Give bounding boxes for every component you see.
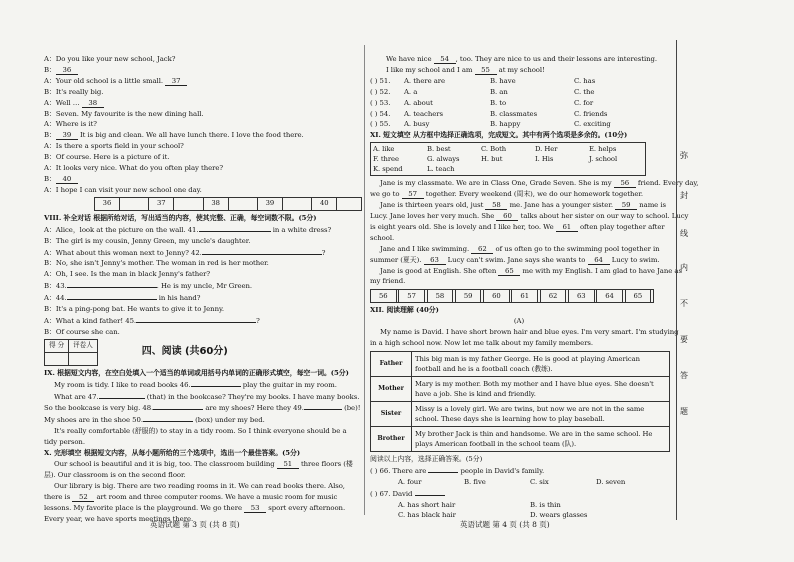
answer-cell[interactable] <box>228 197 257 210</box>
answer-cell[interactable] <box>282 197 311 210</box>
option-b[interactable]: B. happy <box>490 120 521 129</box>
blank-53[interactable]: 53 <box>244 504 266 513</box>
word-option: H. but <box>481 155 503 164</box>
word-option: K. spend <box>373 165 403 174</box>
blank-38[interactable]: 38 <box>82 99 104 108</box>
option-row: ( ) 55. A. busy B. happy C. exciting <box>370 120 611 129</box>
answer-cell[interactable]: 62 <box>540 290 566 303</box>
section-10-title: X. 完形填空 根据短文内容，从每小题所给的三个选项中，选出一个最佳答案。(5分) <box>44 449 301 458</box>
option-b[interactable]: B. is thin <box>530 500 561 509</box>
text-line: My shoes are in the shoe 50. (box) under my bed. <box>44 416 265 425</box>
blank-44[interactable] <box>67 292 157 300</box>
row-text: Mary is my mother. Both my mother and I have blue eyes. She doesn't have a job. She is kind and friendly. <box>412 376 670 401</box>
option-a[interactable]: A. busy <box>404 120 430 129</box>
blank-45[interactable] <box>136 315 256 323</box>
page-footer-right: 英语试题 第 4 页 (共 8 页) <box>460 520 550 529</box>
blank-64[interactable]: 64 <box>588 256 610 265</box>
blank-56[interactable]: 56 <box>614 179 636 188</box>
table-row <box>371 426 670 451</box>
option-c[interactable]: C. has black hair <box>398 511 456 520</box>
blank-55[interactable]: 55 <box>475 66 497 75</box>
blank-41[interactable] <box>199 224 271 232</box>
seal-char: 答 <box>680 371 688 380</box>
text-line: Jane and I like swimming. 62 of us often go to the swimming pool together in <box>380 244 660 253</box>
answer-cell[interactable] <box>337 197 362 210</box>
blank-51[interactable]: 51 <box>277 460 299 469</box>
blank-60[interactable]: 60 <box>496 212 518 221</box>
dialog-line: A：What a kind father! 45. ? <box>44 316 260 325</box>
word-option: F. three <box>373 155 399 164</box>
part4-title: 四、阅读 (共60分) <box>141 345 228 357</box>
option-row: ( ) 51. A. there are B. have C. has <box>370 76 596 85</box>
word-option: D. Her <box>535 145 558 154</box>
option-a[interactable]: A. teachers <box>404 109 443 118</box>
dialog-line: A：44. in his hand? <box>44 294 201 303</box>
blank-67[interactable] <box>415 488 445 496</box>
option-c[interactable]: C. six <box>530 477 549 486</box>
seal-char: 封 <box>680 191 688 200</box>
blank-62[interactable]: 62 <box>471 245 493 254</box>
blank-50[interactable] <box>143 414 193 422</box>
seal-char: 题 <box>680 407 688 416</box>
text-line: lessons. My favorite place is the playground. We go there 53 sport every afternoon. <box>44 503 346 512</box>
seal-line <box>676 40 677 520</box>
left-column <box>44 54 362 524</box>
text-line: My name is David. I have short brown hair and blue eyes. I'm very smart. I'm studying <box>380 328 679 337</box>
word-box <box>370 142 646 176</box>
answer-cell[interactable]: 57 <box>399 290 425 303</box>
answer-cell[interactable]: 40 <box>312 197 337 210</box>
text-line: It's really comfortable (舒服的) to stay in a tidy room. So I think everyone should be a <box>54 427 347 436</box>
text-line: Our school is beautiful and it is big, too. The classroom building 51 three floors (楼 <box>54 460 353 468</box>
text-line: Jane is good at English. She often 65 me with my English. I am glad to have Jane as <box>380 266 682 275</box>
option-a[interactable]: A. about <box>404 98 433 107</box>
answer-cell[interactable]: 58 <box>427 290 453 303</box>
blank-57[interactable]: 57 <box>402 190 424 199</box>
score-box <box>44 339 98 366</box>
dialog-line: A：Well … 38 <box>44 98 362 109</box>
word-option: L. teach <box>427 165 455 174</box>
table-row <box>371 376 670 401</box>
dialog-line: B：It's really big. <box>44 87 104 96</box>
row-text: My brother Jack is thin and handsome. We are in the same school. He plays American football in the school team (队). <box>412 426 670 451</box>
section-12-title: XII. 阅读理解 (40分) <box>370 306 439 315</box>
dialog-line: A：Do you like your new school, Jack? <box>44 55 176 63</box>
row-header: Sister <box>371 401 412 426</box>
text-line: summer (夏天). 63 Lucy can't swim. Jane says she wants to 64 Lucy to swim. <box>370 255 660 264</box>
grader-cell[interactable] <box>69 352 98 365</box>
blank-61[interactable]: 61 <box>556 223 578 232</box>
dialog-line: A：It looks very nice. What do you often play there? <box>44 164 224 173</box>
dialog-line: A：What about this woman next to Jenny? 42. ? <box>44 248 326 257</box>
dialog-line: B：43. . He is my uncle, Mr Green. <box>44 282 253 291</box>
answer-cell[interactable] <box>174 197 203 210</box>
blank-36[interactable]: 36 <box>56 66 78 75</box>
dialog-line: B：It's a ping-pong bat. He wants to give it to Jenny. <box>44 305 225 314</box>
question-intro: 阅读以上内容，选择正确答案。(5分) <box>370 454 483 463</box>
dialog-line: B：The girl is my cousin, Jenny Green, my uncle's daughter. <box>44 236 251 245</box>
text-line: Jane is my classmate. We are in Class One, Grade Seven. She is my 56 friend. Every day, <box>380 179 699 188</box>
answer-cell[interactable]: 63 <box>568 290 594 303</box>
text-line: my friend. <box>370 277 406 286</box>
option-c[interactable]: C. the <box>574 87 595 96</box>
dialog-line: B： 36 <box>44 65 362 76</box>
blank-49[interactable] <box>304 402 342 410</box>
answer-table-36-40 <box>94 197 362 211</box>
option-row: ( ) 54. A. teachers B. classmates C. friends <box>370 109 608 118</box>
blank-42[interactable] <box>202 247 322 255</box>
word-option: B. best <box>427 145 451 154</box>
passage-label: (A) <box>513 317 525 326</box>
blank-54[interactable]: 54 <box>434 55 456 64</box>
text-line: So the bookcase is very big. 48. are my shoes? Here they 49. (be)! <box>44 404 361 413</box>
answer-cell[interactable]: 59 <box>455 290 481 303</box>
page-footer-left: 英语试题 第 3 页 (共 8 页) <box>150 520 240 529</box>
text-line: 层). Our classroom is on the second floor. <box>44 470 186 479</box>
dialog-line: A：Where is it? <box>44 120 97 129</box>
text-line: Every year, we have sports meetings there. <box>44 514 194 523</box>
blank-52[interactable]: 52 <box>72 493 94 502</box>
text-line: My room is tidy. I like to read books 46. play the guitar in my room. <box>54 380 337 389</box>
answer-cell[interactable]: 38 <box>203 197 228 210</box>
blank-48[interactable] <box>153 402 203 410</box>
option-b[interactable]: B. to <box>490 98 507 107</box>
row-header: Mother <box>371 376 412 401</box>
option-b[interactable]: B. five <box>464 477 486 486</box>
question-67: ( ) 67. David <box>370 488 668 500</box>
right-column <box>370 54 699 521</box>
answer-cell[interactable]: 65 <box>625 290 651 303</box>
dialog-line: A：Your old school is a little small. 37 <box>44 76 362 87</box>
blank-46[interactable] <box>191 379 241 387</box>
option-a[interactable]: A. there are <box>404 76 446 85</box>
score-cell[interactable] <box>45 352 69 365</box>
seal-char: 不 <box>680 299 688 308</box>
table-row <box>371 351 670 376</box>
option-a[interactable]: A. has short hair <box>398 500 456 509</box>
section-11-title: XI. 短文填空 从方框中选择正确选项，完成短文。其中有两个选项是多余的。(10分) <box>370 131 628 140</box>
answer-cell[interactable]: 56 <box>371 290 397 303</box>
option-b[interactable]: B. an <box>490 87 508 96</box>
blank-65[interactable]: 65 <box>498 267 520 276</box>
answer-cell[interactable] <box>651 290 654 303</box>
row-text: This big man is my father George. He is good at playing American football and he is a football coach (教练). <box>412 351 670 376</box>
word-option: I. His <box>535 155 554 164</box>
blank-58[interactable]: 58 <box>485 201 507 210</box>
answer-cell[interactable]: 64 <box>597 290 623 303</box>
dialog-line: B：No, she isn't Jenny's mother. The woman in red is her mother. <box>44 259 269 268</box>
option-b[interactable]: B. have <box>490 76 516 85</box>
text-line: tidy person. <box>44 438 85 447</box>
row-header: Father <box>371 351 412 376</box>
text-line: What are 47. (that) in the bookcase? They're my books. I have many books. <box>54 392 360 401</box>
option-a[interactable]: A. a <box>404 87 418 96</box>
section-8-title: VIII. 补全对话 根据所给对话，写出适当的内容，使其完整、正确，每空词数不限。(5分) <box>44 213 317 222</box>
row-text: Missy is a lovely girl. We are twins, but now we are not in the same school. These days she is learning how to play baseball. <box>412 401 670 426</box>
word-option: J. school <box>589 155 618 164</box>
blank-66[interactable] <box>428 465 458 473</box>
word-option: A. like <box>373 145 395 154</box>
text-line: We have nice 54 , too. They are nice to us and their lessons are interesting. <box>386 55 658 63</box>
dialog-line: A：Alice，look at the picture on the wall. 41. in a white dress? <box>44 225 332 234</box>
blank-39[interactable]: 39 <box>56 131 78 140</box>
blank-63[interactable]: 63 <box>424 256 446 265</box>
seal-char: 要 <box>680 335 688 344</box>
option-c[interactable]: C. friends <box>574 109 608 118</box>
grader-label: 评卷人 <box>69 339 98 352</box>
cloze-options <box>370 76 668 131</box>
text-line: Jane is thirteen years old, just 58 me. Jane has a younger sister. 59 name is <box>380 201 666 210</box>
blank-43[interactable] <box>67 280 157 288</box>
blank-47[interactable] <box>99 391 145 399</box>
blank-37[interactable]: 37 <box>165 77 187 86</box>
text-line: in a high school now. Now let me talk about my family members. <box>370 339 594 348</box>
family-table <box>370 351 670 452</box>
answer-cell[interactable] <box>119 197 148 210</box>
part4-header <box>44 339 362 366</box>
text-line: is eight years old. She is lovely and I like her, too. We 61 often play together after <box>370 222 665 231</box>
dialog-line: A：Is there a sports field in your school? <box>44 142 184 151</box>
answer-cell[interactable]: 37 <box>149 197 174 210</box>
blank-40[interactable]: 40 <box>56 175 78 184</box>
word-option: C. Both <box>481 145 507 154</box>
word-option: G. always <box>427 155 460 164</box>
column-divider <box>364 45 365 515</box>
answer-cell[interactable]: 36 <box>95 197 120 210</box>
answer-cell[interactable]: 39 <box>257 197 282 210</box>
option-row <box>370 477 668 488</box>
option-c[interactable]: C. has <box>574 76 596 85</box>
section-9-title: IX. 根据短文内容，在空白处填入一个适当的单词或用括号内单词的正确形式填空，每空一词。(5分) <box>44 368 349 377</box>
answer-table-56-65 <box>370 289 654 303</box>
seal-char: 弥 <box>680 151 688 160</box>
question-66: ( ) 66. There are people in David's family. <box>370 466 545 475</box>
option-row: ( ) 52. A. a B. an C. the <box>370 87 595 96</box>
dialog-line: B： 40 <box>44 174 362 185</box>
text-line: school. <box>370 233 395 242</box>
dialog-line: B：Seven. My favourite is the new dining hall. <box>44 109 204 118</box>
seal-char: 内 <box>680 263 688 272</box>
dialog-line: B： 39 It is big and clean. We all have lunch there. I love the food there. <box>44 131 304 140</box>
dialog-line: A：I hope I can visit your new school one day. <box>44 185 202 194</box>
option-a[interactable]: A. four <box>398 477 422 486</box>
option-d[interactable]: D. wears glasses <box>530 511 588 520</box>
option-b[interactable]: B. classmates <box>490 109 538 118</box>
seal-char: 线 <box>680 229 688 238</box>
answer-cell[interactable]: 60 <box>484 290 510 303</box>
text-line: we go to 57 together. Every weekend (周末), we do our homework together. <box>370 190 643 199</box>
dialog-line: A：Oh, I see. Is the man in black Jenny's father? <box>44 270 211 279</box>
text-line: Our library is big. There are two reading rooms in it. We can read books there. Also, <box>54 481 345 490</box>
option-d[interactable]: D. seven <box>596 477 626 486</box>
option-row: ( ) 53. A. about B. to C. for <box>370 98 594 107</box>
table-row <box>371 401 670 426</box>
dialog-line: B：Of course she can. <box>44 327 120 336</box>
option-c[interactable]: C. exciting <box>574 120 611 129</box>
row-header: Brother <box>371 426 412 451</box>
option-c[interactable]: C. for <box>574 98 594 107</box>
dialog-line: B：Of course. Here is a picture of it. <box>44 153 170 162</box>
score-label: 得 分 <box>45 339 69 352</box>
text-line: I like my school and I am 55 at my school! <box>386 65 545 74</box>
text-line: Lucy. Jane loves her very much. She 60 talks about her sister on our way to school. Lucy <box>370 211 689 220</box>
option-row <box>370 500 668 511</box>
word-option: E. helps <box>589 145 617 154</box>
text-line: there is 52 art room and three computer rooms. We have a music room for music <box>44 492 338 501</box>
blank-59[interactable]: 59 <box>615 201 637 210</box>
answer-cell[interactable]: 61 <box>512 290 538 303</box>
